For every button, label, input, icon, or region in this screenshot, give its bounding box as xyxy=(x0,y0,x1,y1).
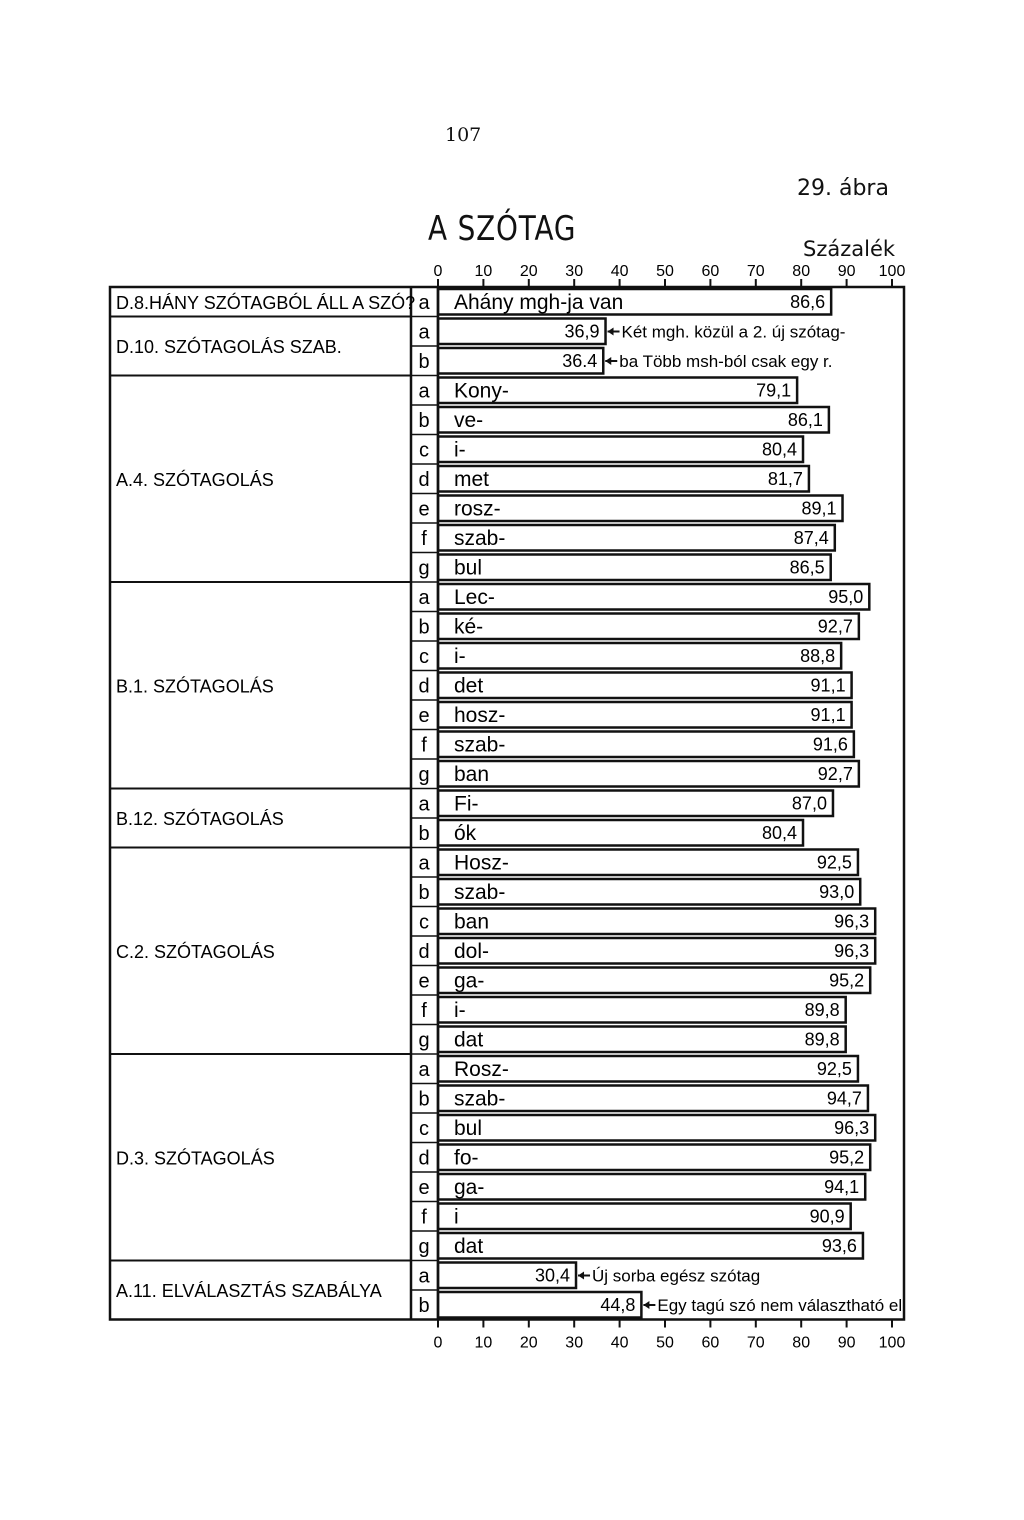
bar-value-label: 86,1 xyxy=(787,410,823,430)
bar-letter: b xyxy=(418,823,430,845)
bar-letter: g xyxy=(418,1029,430,1052)
bar xyxy=(438,1145,870,1171)
x-tick-label-top: 60 xyxy=(701,263,720,280)
x-tick-label-top: 10 xyxy=(474,263,493,280)
annotation-arrowhead xyxy=(643,1301,649,1309)
bar-letter: a xyxy=(418,321,430,344)
bar-letter: d xyxy=(418,675,430,698)
bar xyxy=(438,673,852,699)
bar-text: Hosz- xyxy=(454,851,509,875)
bar-value-label: 90,9 xyxy=(809,1206,845,1227)
bar xyxy=(438,555,831,581)
x-tick-label-bottom: 0 xyxy=(433,1334,443,1352)
x-tick-label-bottom: 20 xyxy=(519,1334,538,1352)
bar-annotation: Két mgh. közül a 2. új szótag- xyxy=(621,322,846,342)
bar-text: det xyxy=(454,674,484,698)
bar-letter: e xyxy=(418,705,430,727)
bar xyxy=(438,820,803,846)
bar xyxy=(438,968,870,994)
bar-letter: a xyxy=(418,793,430,816)
group-label: A.11. ELVÁLASZTÁS SZABÁLYA xyxy=(116,1281,382,1301)
bar-text: i xyxy=(454,1205,459,1229)
x-tick-label-top: 70 xyxy=(746,263,765,280)
bar-letter: a xyxy=(418,587,430,609)
bar-letter: c xyxy=(419,646,429,668)
x-tick-label-top: 0 xyxy=(433,263,443,280)
bar-text: ve- xyxy=(454,409,484,432)
bar xyxy=(438,761,859,787)
x-tick-label-top: 80 xyxy=(792,263,811,280)
bar-text: ga- xyxy=(454,1176,485,1199)
bar-text: ké- xyxy=(454,615,484,639)
bar-value-label: 79,1 xyxy=(756,380,792,401)
page-number: 107 xyxy=(445,124,482,146)
x-tick-label-bottom: 50 xyxy=(656,1334,674,1352)
group-label: B.1. SZÓTAGOLÁS xyxy=(116,676,274,697)
x-tick-label-bottom: 80 xyxy=(792,1334,811,1352)
x-tick-label-bottom: 30 xyxy=(565,1334,584,1352)
bar xyxy=(438,466,809,492)
bar xyxy=(438,791,833,817)
bar-letter: a xyxy=(418,292,430,314)
bar-text: rosz- xyxy=(454,497,501,521)
bar-text: szab- xyxy=(454,733,506,757)
bar-value-label: 86,5 xyxy=(789,557,825,578)
group-label: C.2. SZÓTAGOLÁS xyxy=(116,941,275,962)
bar-value-label: 80,4 xyxy=(761,439,798,460)
bar-value-label: 93,6 xyxy=(821,1236,857,1256)
bar-text: Ahány mgh-ja van xyxy=(454,291,624,314)
bar-text: i- xyxy=(454,999,466,1022)
bar-text: ga- xyxy=(454,969,485,993)
bar-value-label: 95,2 xyxy=(829,970,865,991)
bar-letter: g xyxy=(418,764,430,786)
x-tick-label-bottom: 40 xyxy=(610,1334,629,1352)
bar xyxy=(438,1233,863,1259)
bar-text: met xyxy=(454,468,490,491)
bar-text: dol- xyxy=(454,940,490,963)
bar-value-label: 93,0 xyxy=(819,882,855,902)
x-tick-label-top: 90 xyxy=(837,263,856,280)
bar-letter: b xyxy=(418,882,430,904)
bar-letter: f xyxy=(421,734,427,757)
bar-letter: e xyxy=(418,498,430,521)
bar-letter: f xyxy=(421,528,427,550)
bar-value-label: 80,4 xyxy=(761,823,798,843)
bar-text: szab- xyxy=(454,881,506,904)
bar-value-label: 81,7 xyxy=(767,469,803,489)
bar-letter: b xyxy=(418,351,430,373)
chart-title: A SZÓTAG xyxy=(428,209,577,249)
bar-value-label: 95,2 xyxy=(829,1147,865,1168)
group-label: A.4. SZÓTAGOLÁS xyxy=(116,469,274,490)
bar-text: Lec- xyxy=(454,586,495,609)
bar-text: szab- xyxy=(454,527,506,550)
bar-letter: c xyxy=(419,1118,429,1140)
bar-text: Fi- xyxy=(454,792,479,816)
bar-value-label: 92,7 xyxy=(817,764,853,784)
bar-value-label: 89,1 xyxy=(801,498,837,519)
bar-letter: a xyxy=(418,380,430,403)
bar-text: i- xyxy=(454,645,466,668)
bar-value-label: 92,5 xyxy=(816,852,852,873)
bar xyxy=(438,643,841,669)
bar-letter: b xyxy=(418,410,430,432)
bar xyxy=(438,1204,851,1230)
bar xyxy=(438,1115,875,1141)
bar-annotation: Egy tagú szó nem választható el xyxy=(657,1296,903,1315)
bar-text: dat xyxy=(454,1235,484,1258)
x-tick-label-bottom: 90 xyxy=(837,1334,856,1352)
bar-letter: d xyxy=(418,469,430,491)
bar xyxy=(438,614,859,640)
bar-text: ók xyxy=(454,822,477,845)
axis-unit-label: Százalék xyxy=(803,237,896,261)
bar xyxy=(438,584,869,610)
bar xyxy=(438,1174,865,1200)
bar-value-label: 89,8 xyxy=(804,1000,840,1020)
x-tick-label-bottom: 10 xyxy=(474,1334,493,1352)
bar-text: Rosz- xyxy=(454,1058,509,1081)
bar-value-label: 95,0 xyxy=(828,587,864,607)
x-tick-label-top: 100 xyxy=(878,263,906,280)
bar-value-label: 92,7 xyxy=(817,616,853,637)
bar-text: i- xyxy=(454,438,466,462)
group-label: D.3. SZÓTAGOLÁS xyxy=(116,1148,275,1169)
bar-value-label: 96,3 xyxy=(834,911,870,932)
bar-letter: e xyxy=(418,970,430,993)
bar xyxy=(438,437,803,463)
bar-letter: g xyxy=(418,557,430,580)
x-tick-label-bottom: 100 xyxy=(878,1334,906,1352)
bar-letter: g xyxy=(418,1236,430,1258)
bar-value-label: 89,8 xyxy=(804,1029,840,1050)
bar-value-label: 88,8 xyxy=(800,646,836,666)
bar-letter: d xyxy=(418,941,430,963)
bar-text: fo- xyxy=(454,1146,479,1170)
bar-value-label: 94,7 xyxy=(826,1088,862,1109)
bar-text: szab- xyxy=(454,1087,506,1111)
bar-letter: b xyxy=(418,1088,430,1111)
bar-value-label: 87,4 xyxy=(793,528,829,548)
bar-text: ban xyxy=(454,763,490,786)
x-tick-label-top: 50 xyxy=(656,263,674,280)
group-label: B.12. SZÓTAGOLÁS xyxy=(116,809,284,829)
bar-letter: b xyxy=(418,1295,430,1317)
bar-value-label: 96,3 xyxy=(834,941,870,961)
annotation-arrowhead xyxy=(608,328,614,336)
bar-annotation: Új sorba egész szótag xyxy=(592,1266,761,1286)
bar xyxy=(438,1027,846,1053)
bar xyxy=(438,997,846,1023)
bar-letter: a xyxy=(418,1265,430,1288)
bar xyxy=(438,909,875,935)
bar-text: bul xyxy=(454,1117,483,1140)
bar-value-label: 87,0 xyxy=(791,793,827,814)
bar-text: dat xyxy=(454,1028,484,1052)
group-label: D.8.HÁNY SZÓTAGBÓL ÁLL A SZÓ? xyxy=(116,292,416,313)
bar-annotation: ba Több msh-ból csak egy r. xyxy=(619,352,833,371)
bar-letter: f xyxy=(421,1206,427,1229)
annotation-arrowhead xyxy=(605,357,611,365)
bar-value-label: 86,6 xyxy=(790,292,826,312)
x-tick-label-top: 30 xyxy=(565,263,584,280)
bar-value-label: 91,6 xyxy=(812,734,848,755)
bar-value-label: 36,9 xyxy=(564,321,600,342)
bar-text: hosz- xyxy=(454,704,506,727)
bar-letter: c xyxy=(419,439,429,462)
x-tick-label-top: 40 xyxy=(610,263,629,280)
bar-value-label: 91,1 xyxy=(810,705,846,725)
figure-label: 29. ábra xyxy=(797,176,889,201)
bar-value-label: 96,3 xyxy=(834,1118,870,1138)
bar-text: Kony- xyxy=(454,379,509,403)
bar-letter: b xyxy=(418,616,430,639)
bar-value-label: 36.4 xyxy=(562,351,598,371)
bar xyxy=(438,938,875,964)
bar-letter: e xyxy=(418,1177,430,1199)
x-tick-label-bottom: 70 xyxy=(746,1334,765,1352)
group-label: D.10. SZÓTAGOLÁS SZAB. xyxy=(116,337,342,357)
bar-letter: a xyxy=(418,1059,430,1081)
bar-value-label: 30,4 xyxy=(534,1265,571,1286)
bar-letter: a xyxy=(418,852,430,875)
bar xyxy=(438,407,829,433)
bar-text: bul xyxy=(454,556,483,580)
bar-value-label: 44,8 xyxy=(600,1295,636,1315)
bar-letter: c xyxy=(419,911,429,934)
bar-letter: f xyxy=(421,1000,427,1022)
bar-value-label: 94,1 xyxy=(824,1177,860,1197)
bar-text: ban xyxy=(454,910,490,934)
bar-value-label: 92,5 xyxy=(816,1059,852,1079)
bar-letter: d xyxy=(418,1147,430,1170)
x-tick-label-bottom: 60 xyxy=(701,1334,720,1352)
x-tick-label-top: 20 xyxy=(519,263,538,280)
annotation-arrowhead xyxy=(578,1272,584,1280)
bar-value-label: 91,1 xyxy=(810,675,846,696)
